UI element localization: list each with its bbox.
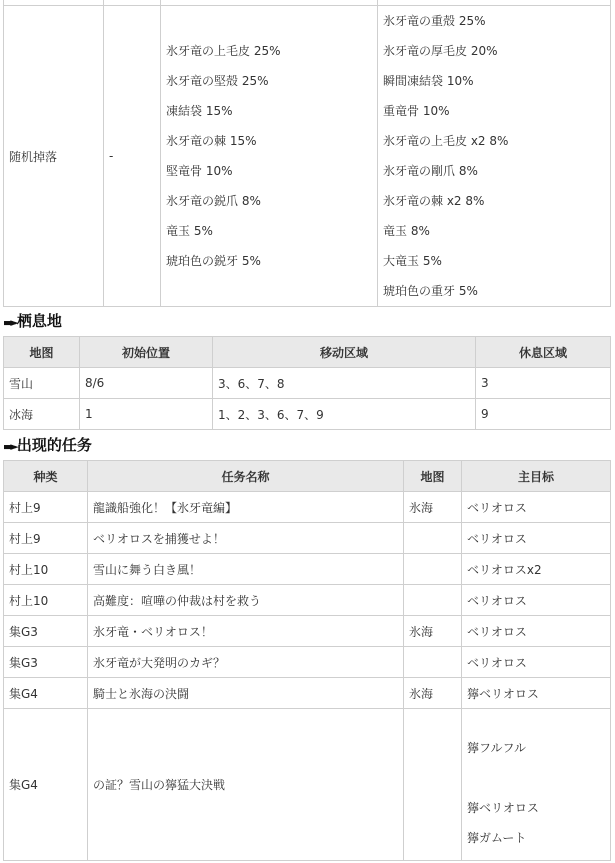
quest-target: ベリオロス — [462, 492, 611, 523]
quest-target-list — [462, 709, 611, 861]
drop-item: 氷牙竜の重殻 25% — [383, 14, 486, 28]
habitat-cell: 1、2、3、6、7、9 — [213, 399, 476, 430]
quest-header: 种类 — [4, 461, 88, 492]
habitat-header-row — [4, 337, 611, 368]
quest-name: 高難度：喧嘩の仲裁は村を救う — [88, 585, 404, 616]
quest-target: 獰フルフル — [467, 740, 527, 755]
habitat-row — [4, 399, 611, 430]
drop-list-low — [161, 6, 378, 307]
drop-list-high — [378, 6, 611, 307]
habitat-header: 移动区域 — [213, 337, 476, 368]
drop-row — [4, 6, 611, 307]
drop-table — [3, 0, 611, 307]
quest-name: 雪山に舞う白き風！ — [88, 554, 404, 585]
quest-map — [404, 585, 462, 616]
drop-item: 氷牙竜の堅殻 25% — [166, 74, 269, 88]
drop-item: 大竜玉 5% — [383, 254, 442, 268]
quest-target: 獰ベリオロス — [467, 800, 539, 815]
quest-row — [4, 616, 611, 647]
habitat-header: 休息区域 — [476, 337, 611, 368]
drop-item: 氷牙竜の上毛皮 25% — [166, 44, 281, 58]
habitat-cell: 3、6、7、8 — [213, 368, 476, 399]
drop-item: 重竜骨 10% — [383, 104, 450, 118]
quest-row — [4, 523, 611, 554]
habitat-cell: 8/6 — [80, 368, 213, 399]
drop-item: 氷牙竜の棘 x2 8% — [383, 194, 485, 208]
habitat-cell: 冰海 — [4, 399, 80, 430]
quest-map — [404, 647, 462, 678]
drop-item: 琥珀色の重牙 5% — [383, 284, 478, 298]
drop-col2: - — [104, 6, 161, 307]
quest-name: 氷牙竜・ベリオロス！ — [88, 616, 404, 647]
quest-type: 集G3 — [4, 616, 88, 647]
drop-item: 堅竜骨 10% — [166, 164, 233, 178]
drop-item: 氷牙竜の剛爪 8% — [383, 164, 478, 178]
drop-item: 凍結袋 15% — [166, 104, 233, 118]
quest-header-row — [4, 461, 611, 492]
habitat-cell: 雪山 — [4, 368, 80, 399]
drop-item: 氷牙竜の棘 15% — [166, 134, 257, 148]
quest-target: ベリオロス — [462, 616, 611, 647]
quest-row — [4, 585, 611, 616]
quests-heading: ▬►出现的任务 — [3, 436, 92, 454]
quest-target: ベリオロスx2 — [462, 554, 611, 585]
drop-item: 氷牙竜の上毛皮 x2 8% — [383, 134, 509, 148]
drop-item: 瞬間凍結袋 10% — [383, 74, 474, 88]
quest-type: 村上10 — [4, 554, 88, 585]
habitat-cell: 9 — [476, 399, 611, 430]
quest-row — [4, 709, 611, 861]
drop-item: 竜玉 8% — [383, 224, 430, 238]
quest-row — [4, 678, 611, 709]
quest-target: ベリオロス — [462, 585, 611, 616]
quest-map — [404, 709, 462, 861]
quest-header: 任务名称 — [88, 461, 404, 492]
quest-name: の証？雪山の獰猛大決戦 — [88, 709, 404, 861]
arrow-right-icon: ▬► — [3, 316, 16, 329]
habitat-header: 地图 — [4, 337, 80, 368]
quest-name: ベリオロスを捕獲せよ！ — [88, 523, 404, 554]
quest-header: 主目标 — [462, 461, 611, 492]
quest-target — [467, 763, 605, 793]
habitat-header: 初始位置 — [80, 337, 213, 368]
quest-map: 氷海 — [404, 492, 462, 523]
quest-target: 獰ガムート — [467, 830, 527, 845]
habitat-cell: 3 — [476, 368, 611, 399]
habitat-table — [3, 336, 611, 430]
habitat-row — [4, 368, 611, 399]
quest-type: 集G4 — [4, 678, 88, 709]
drop-item: 氷牙竜の鋭爪 8% — [166, 194, 261, 208]
drop-item: 氷牙竜の厚毛皮 20% — [383, 44, 498, 58]
quest-header: 地图 — [404, 461, 462, 492]
quest-target: 獰ベリオロス — [462, 678, 611, 709]
quest-target: ベリオロス — [462, 647, 611, 678]
drop-label: 随机掉落 — [4, 6, 104, 307]
quest-type: 村上9 — [4, 492, 88, 523]
quest-map — [404, 554, 462, 585]
quest-map — [404, 523, 462, 554]
habitat-cell: 1 — [80, 399, 213, 430]
quest-row — [4, 492, 611, 523]
quest-name: 龍識船強化！【氷牙竜編】 — [88, 492, 404, 523]
quest-type: 集G3 — [4, 647, 88, 678]
quest-type: 村上10 — [4, 585, 88, 616]
quest-row — [4, 554, 611, 585]
quest-type: 村上9 — [4, 523, 88, 554]
quest-type: 集G4 — [4, 709, 88, 861]
quest-row — [4, 647, 611, 678]
habitat-heading: ▬►栖息地 — [3, 312, 62, 330]
quest-target: ベリオロス — [462, 523, 611, 554]
drop-item: 琥珀色の鋭牙 5% — [166, 254, 261, 268]
quest-name: 騎士と氷海の決闘 — [88, 678, 404, 709]
quest-map: 氷海 — [404, 616, 462, 647]
quest-name: 氷牙竜が大発明のカギ？ — [88, 647, 404, 678]
quest-table — [3, 460, 611, 861]
arrow-right-icon: ▬► — [3, 440, 16, 453]
drop-item: 竜玉 5% — [166, 224, 213, 238]
quest-map: 氷海 — [404, 678, 462, 709]
